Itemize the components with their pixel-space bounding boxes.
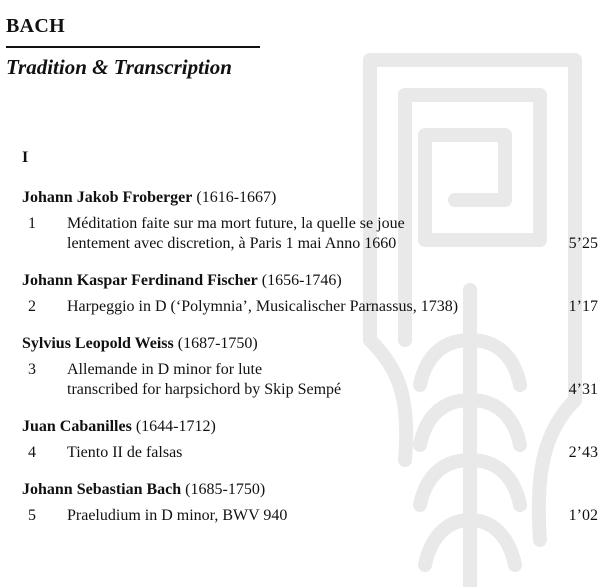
- track-row: [22, 506, 598, 526]
- track-number: 1: [28, 215, 36, 232]
- composer-dates: (1687-1750): [177, 335, 258, 352]
- track-title-line: Allemande in D minor for lute: [67, 361, 263, 378]
- track-duration: 1’17: [568, 298, 598, 315]
- track-duration: 2’43: [568, 444, 598, 461]
- track-row: [22, 297, 598, 317]
- entries-list: [22, 188, 598, 526]
- header: [6, 14, 260, 80]
- track-title-line: Praeludium in D minor, BWV 940: [67, 507, 288, 524]
- composer-name: Johann Sebastian Bach: [22, 481, 182, 498]
- track-listing: [22, 148, 598, 543]
- track-title: [67, 443, 558, 463]
- track-number: 3: [28, 361, 36, 378]
- composer-dates: (1656-1746): [261, 272, 342, 289]
- track-title-line: Méditation faite sur ma mort future, la quelle se joue: [67, 215, 405, 232]
- track-title: [67, 360, 558, 400]
- composer-name: Juan Cabanilles: [22, 418, 132, 435]
- composer-line: [22, 480, 598, 500]
- composer-line: [22, 271, 598, 291]
- track-number: 4: [28, 444, 36, 461]
- composer-line: [22, 334, 598, 354]
- composer-dates: (1685-1750): [185, 481, 266, 498]
- track-row: [22, 360, 598, 400]
- composer-dates: (1616-1667): [196, 189, 277, 206]
- track-title: [67, 297, 558, 317]
- track-duration: 1’02: [568, 507, 598, 524]
- track-number: 5: [28, 507, 36, 524]
- title-divider: [6, 46, 260, 48]
- track-title-line: Harpeggio in D (‘Polymnia’, Musicalischer Parnassus, 1738): [67, 298, 459, 315]
- composer-line: [22, 417, 598, 437]
- track-row: [22, 214, 598, 254]
- page-subtitle: Tradition & Transcription: [6, 55, 232, 79]
- track-title: [67, 214, 558, 254]
- track-number: 2: [28, 298, 36, 315]
- track-duration: 5’25: [568, 235, 598, 252]
- track-title: [67, 506, 558, 526]
- page-title: BACH: [6, 15, 65, 37]
- track-duration: 4’31: [568, 381, 598, 398]
- composer-name: Johann Kaspar Ferdinand Fischer: [22, 272, 258, 289]
- track-row: [22, 443, 598, 463]
- composer-dates: (1644-1712): [135, 418, 216, 435]
- track-title-line: transcribed for harpsichord by Skip Sempé: [67, 381, 342, 398]
- track-title-line: Tiento II de falsas: [67, 444, 183, 461]
- composer-name: Sylvius Leopold Weiss: [22, 335, 174, 352]
- composer-name: Johann Jakob Froberger: [22, 189, 193, 206]
- section-number: I: [22, 149, 29, 166]
- track-title-line: lentement avec discretion, à Paris 1 mai Anno 1660: [67, 235, 397, 252]
- composer-line: [22, 188, 598, 208]
